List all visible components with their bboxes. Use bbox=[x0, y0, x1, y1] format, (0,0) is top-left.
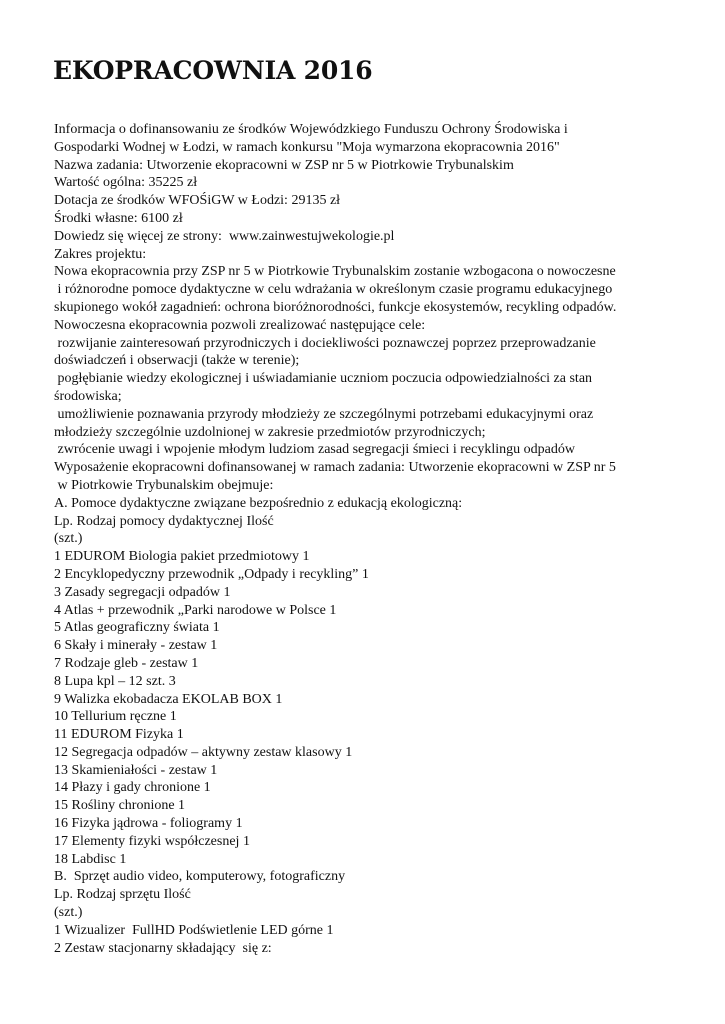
table-row: 9 Walizka ekobadacza EKOLAB BOX 1 bbox=[54, 691, 283, 707]
section-a-unit: (szt.) bbox=[54, 531, 83, 547]
scope-paragraph-line: Nowoczesna ekopracownia pozwoli zrealizować następujące cele: bbox=[54, 317, 426, 333]
table-row: 2 Zestaw stacjonarny składający się z: bbox=[54, 940, 272, 956]
table-row: 8 Lupa kpl – 12 szt. 3 bbox=[54, 673, 176, 689]
table-row: 4 Atlas + przewodnik „Parki narodowe w Polsce 1 bbox=[54, 602, 337, 618]
goal-text: umożliwienie poznawania przyrody młodzieży ze szczególnymi potrzebami edukacyjnymi oraz bbox=[54, 406, 594, 422]
goal-text: pogłębianie wiedzy ekologicznej i uświadamianie uczniom poczucia odpowiedzialności za stan bbox=[54, 371, 593, 387]
table-row: 13 Skamieniałości - zestaw 1 bbox=[54, 762, 218, 778]
table-row: 14 Płazy i gady chronione 1 bbox=[54, 780, 211, 796]
section-b-table-header: Lp. Rodzaj sprzętu Ilość bbox=[54, 887, 191, 903]
own-funds-value: Środki własne: 6100 zł bbox=[54, 210, 183, 226]
table-row: 5 Atlas geograficzny świata 1 bbox=[54, 620, 220, 636]
scope-paragraph-line: i różnorodne pomoce dydaktyczne w celu wdrażania w określonym czasie programu edukacyjnego bbox=[54, 282, 613, 298]
goal-item-continuation: środowiska; bbox=[54, 388, 122, 404]
task-name: Nazwa zadania: Utworzenie ekopracowni w ZSP nr 5 w Piotrkowie Trybunalskim bbox=[54, 157, 514, 173]
table-row: 16 Fizyka jądrowa - foliogramy 1 bbox=[54, 816, 243, 832]
equipment-intro-line: w Piotrkowie Trybunalskim obejmuje: bbox=[54, 477, 274, 493]
table-row: 18 Labdisc 1 bbox=[54, 851, 127, 867]
scope-heading: Zakres projektu: bbox=[54, 246, 147, 262]
goal-text: rozwijanie zainteresowań przyrodniczych i dociekliwości poznawczej poprzez przeprowadzanie bbox=[54, 335, 596, 351]
section-a-heading: A. Pomoce dydaktyczne związane bezpośrednio z edukacją ekologiczną: bbox=[54, 495, 463, 511]
total-value: Wartość ogólna: 35225 zł bbox=[54, 175, 198, 191]
table-row: 17 Elementy fizyki współczesnej 1 bbox=[54, 833, 250, 849]
goal-item-continuation: doświadczeń i obserwacji (także w terenie); bbox=[54, 353, 300, 369]
table-row: 1 Wizualizer FullHD Podświetlenie LED górne 1 bbox=[54, 922, 334, 938]
table-row: 10 Tellurium ręczne 1 bbox=[54, 709, 177, 725]
table-row: 12 Segregacja odpadów – aktywny zestaw klasowy 1 bbox=[54, 744, 353, 760]
section-b-unit: (szt.) bbox=[54, 905, 83, 921]
section-a-table-header: Lp. Rodzaj pomocy dydaktycznej Ilość bbox=[54, 513, 274, 529]
equipment-intro-line: Wyposażenie ekopracowni dofinansowanej w ramach zadania: Utworzenie ekopracowni w ZSP nr 5 bbox=[54, 460, 616, 476]
goal-text: zwrócenie uwagi i wpojenie młodym ludziom zasad segregacji śmieci i recyklingu odpadów bbox=[54, 442, 575, 458]
section-b-heading: B. Sprzęt audio video, komputerowy, fotograficzny bbox=[54, 869, 346, 885]
table-row: 2 Encyklopedyczny przewodnik „Odpady i recykling” 1 bbox=[54, 566, 369, 582]
document-body bbox=[54, 121, 674, 957]
table-row: 11 EDUROM Fizyka 1 bbox=[54, 727, 184, 743]
page-title: EKOPRACOWNIA 2016 bbox=[53, 56, 373, 85]
goal-item bbox=[54, 370, 674, 388]
website-line: Dowiedz się więcej ze strony: www.zainwestujwekologie.pl bbox=[54, 228, 395, 244]
table-row: 1 EDUROM Biologia pakiet przedmiotowy 1 bbox=[54, 549, 310, 565]
goal-item bbox=[54, 335, 674, 353]
table-row: 6 Skały i minerały - zestaw 1 bbox=[54, 638, 218, 654]
scope-paragraph-line: Nowa ekopracownia przy ZSP nr 5 w Piotrkowie Trybunalskim zostanie wzbogacona o nowoczesne bbox=[54, 264, 616, 280]
intro-line: Informacja o dofinansowaniu ze środków Wojewódzkiego Funduszu Ochrony Środowiska i bbox=[54, 122, 568, 137]
intro-line: Gospodarki Wodnej w Łodzi, w ramach konkursu "Moja wymarzona ekopracownia 2016" bbox=[54, 139, 560, 155]
goal-item bbox=[54, 406, 674, 424]
goal-item-continuation: młodzieży szczególnie uzdolnionej w zakresie przedmiotów przyrodniczych; bbox=[54, 424, 486, 440]
table-row: 7 Rodzaje gleb - zestaw 1 bbox=[54, 655, 199, 671]
table-row: 3 Zasady segregacji odpadów 1 bbox=[54, 584, 231, 600]
scope-paragraph-line: skupionego wokół zagadnień: ochrona bioróżnorodności, funkcje ekosystemów, recykling odpadów. bbox=[54, 299, 617, 315]
table-row: 15 Rośliny chronione 1 bbox=[54, 798, 186, 814]
subsidy-value: Dotacja ze środków WFOŚiGW w Łodzi: 29135 zł bbox=[54, 193, 341, 209]
goal-item bbox=[54, 441, 674, 459]
